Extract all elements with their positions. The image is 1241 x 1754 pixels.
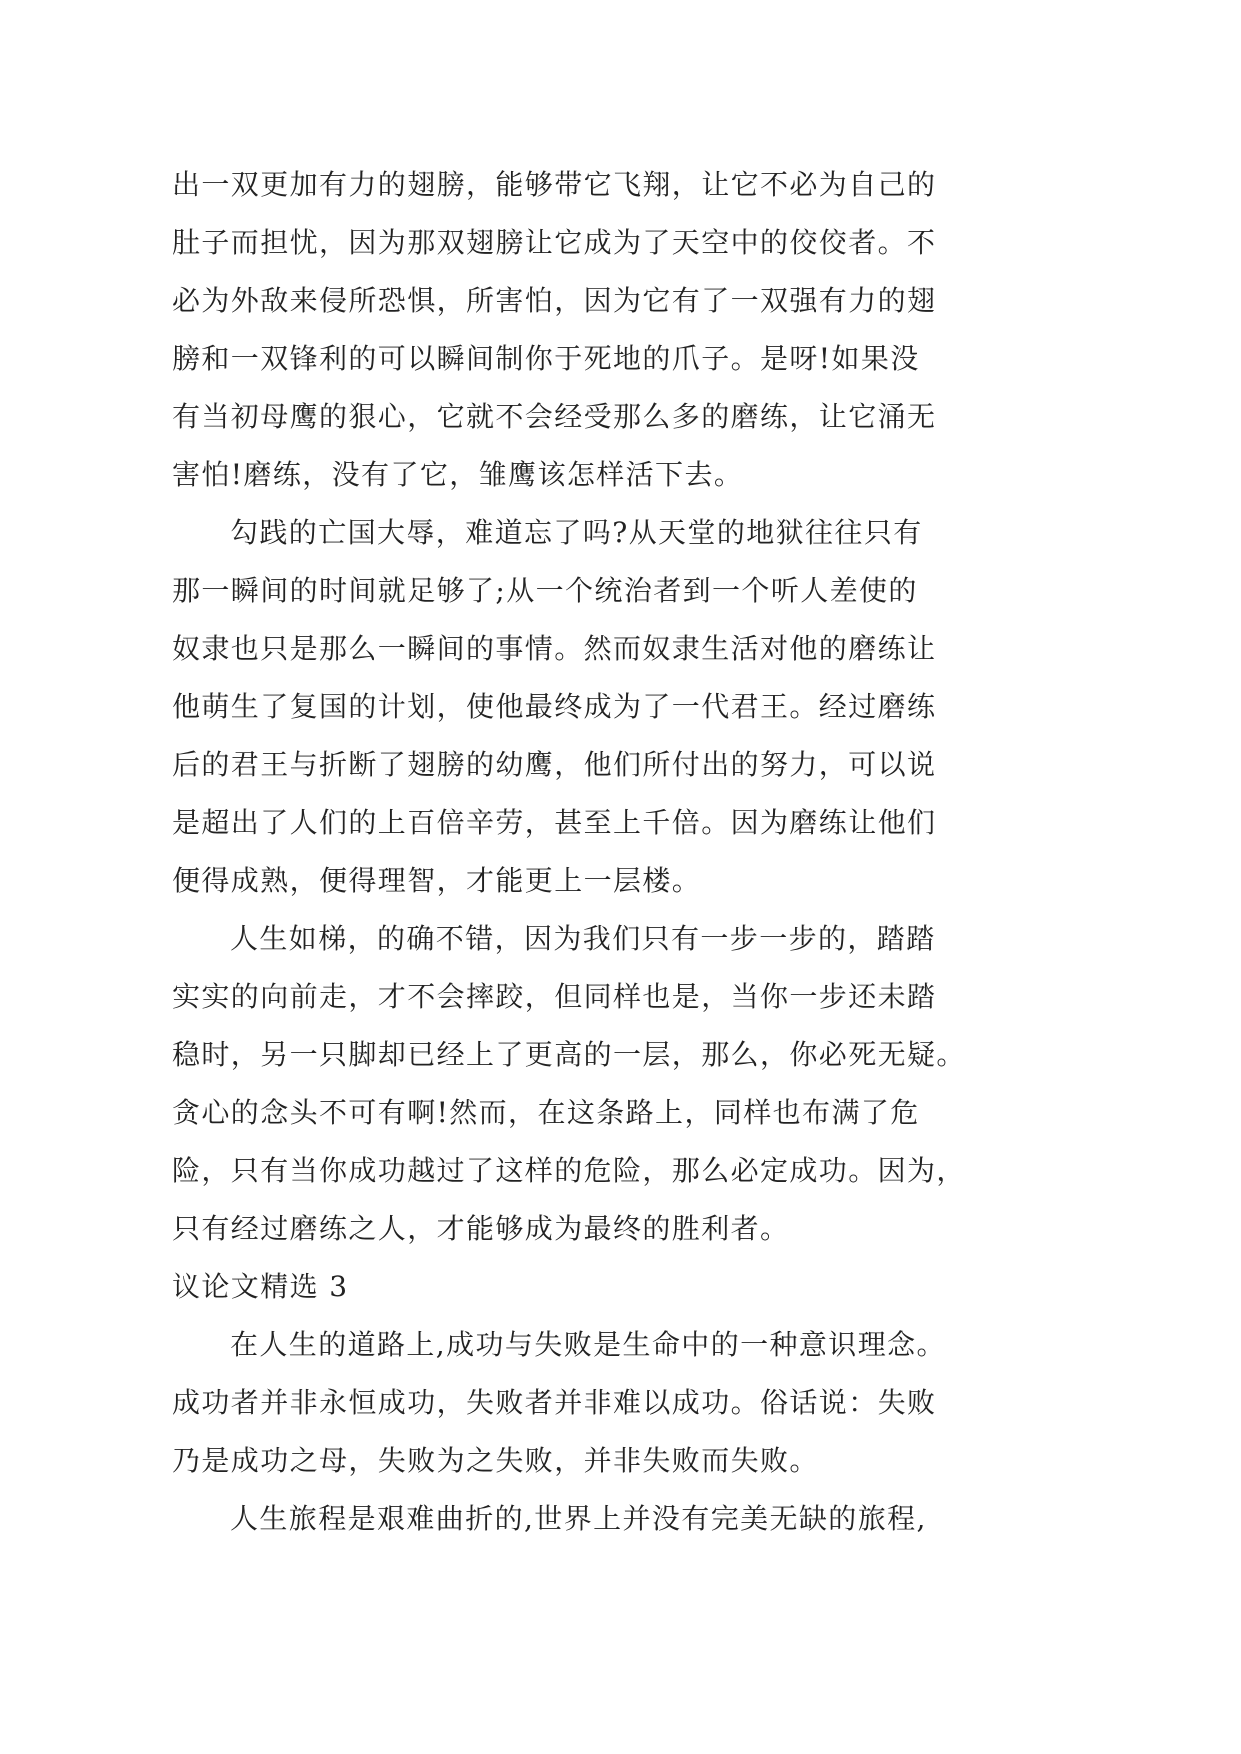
paragraph-line: 奴隶也只是那么一瞬间的事情。然而奴隶生活对他的磨练让 bbox=[172, 632, 937, 665]
paragraph-line: 便得成熟，便得理智，才能更上一层楼。 bbox=[172, 864, 702, 897]
paragraph-line: 有当初母鹰的狠心，它就不会经受那么多的磨练，让它涌无 bbox=[172, 400, 937, 433]
paragraph-line: 肚子而担忧，因为那双翅膀让它成为了天空中的佼佼者。不 bbox=[172, 226, 937, 259]
paragraph-line: 贪心的念头不可有啊!然而，在这条路上，同样也布满了危 bbox=[172, 1096, 920, 1129]
paragraph-line: 他萌生了复国的计划，使他最终成为了一代君王。经过磨练 bbox=[172, 690, 937, 723]
paragraph-line: 人生旅程是艰难曲折的,世界上并没有完美无缺的旅程, bbox=[230, 1502, 927, 1535]
paragraph bbox=[172, 156, 972, 504]
paragraph-line: 是超出了人们的上百倍辛劳，甚至上千倍。因为磨练让他们 bbox=[172, 806, 937, 839]
document-body bbox=[172, 156, 972, 1548]
paragraph-line: 必为外敌来侵所恐惧，所害怕，因为它有了一双强有力的翅 bbox=[172, 284, 937, 317]
paragraph-line: 只有经过磨练之人，才能够成为最终的胜利者。 bbox=[172, 1212, 790, 1245]
paragraph-line: 实实的向前走，才不会摔跤，但同样也是，当你一步还未踏 bbox=[172, 980, 937, 1013]
paragraph-line: 险，只有当你成功越过了这样的危险，那么必定成功。因为， bbox=[172, 1154, 966, 1187]
paragraph-line: 乃是成功之母，失败为之失败，并非失败而失败。 bbox=[172, 1444, 819, 1477]
paragraph bbox=[172, 1316, 972, 1490]
paragraph-line: 勾践的亡国大辱，难道忘了吗?从天堂的地狱往往只有 bbox=[230, 516, 923, 549]
paragraph bbox=[172, 1490, 972, 1548]
section-heading: 议论文精选 3 bbox=[172, 1270, 349, 1303]
paragraph-line: 在人生的道路上,成功与失败是生命中的一种意识理念。 bbox=[230, 1328, 946, 1361]
paragraph-line: 出一双更加有力的翅膀，能够带它飞翔，让它不必为自己的 bbox=[172, 168, 937, 201]
paragraph-line: 后的君王与折断了翅膀的幼鹰，他们所付出的努力，可以说 bbox=[172, 748, 937, 781]
paragraph-line: 稳时，另一只脚却已经上了更高的一层，那么，你必死无疑。 bbox=[172, 1038, 966, 1071]
paragraph-line: 膀和一双锋利的可以瞬间制你于死地的爪子。是呀!如果没 bbox=[172, 342, 920, 375]
paragraph-line: 那一瞬间的时间就足够了;从一个统治者到一个听人差使的 bbox=[172, 574, 918, 607]
paragraph-line: 人生如梯，的确不错，因为我们只有一步一步的，踏踏 bbox=[230, 922, 936, 955]
paragraph-line: 成功者并非永恒成功，失败者并非难以成功。俗话说：失败 bbox=[172, 1386, 937, 1419]
paragraph-line: 害怕!磨练，没有了它，雏鹰该怎样活下去。 bbox=[172, 458, 744, 491]
paragraph bbox=[172, 910, 972, 1258]
paragraph bbox=[172, 504, 972, 910]
